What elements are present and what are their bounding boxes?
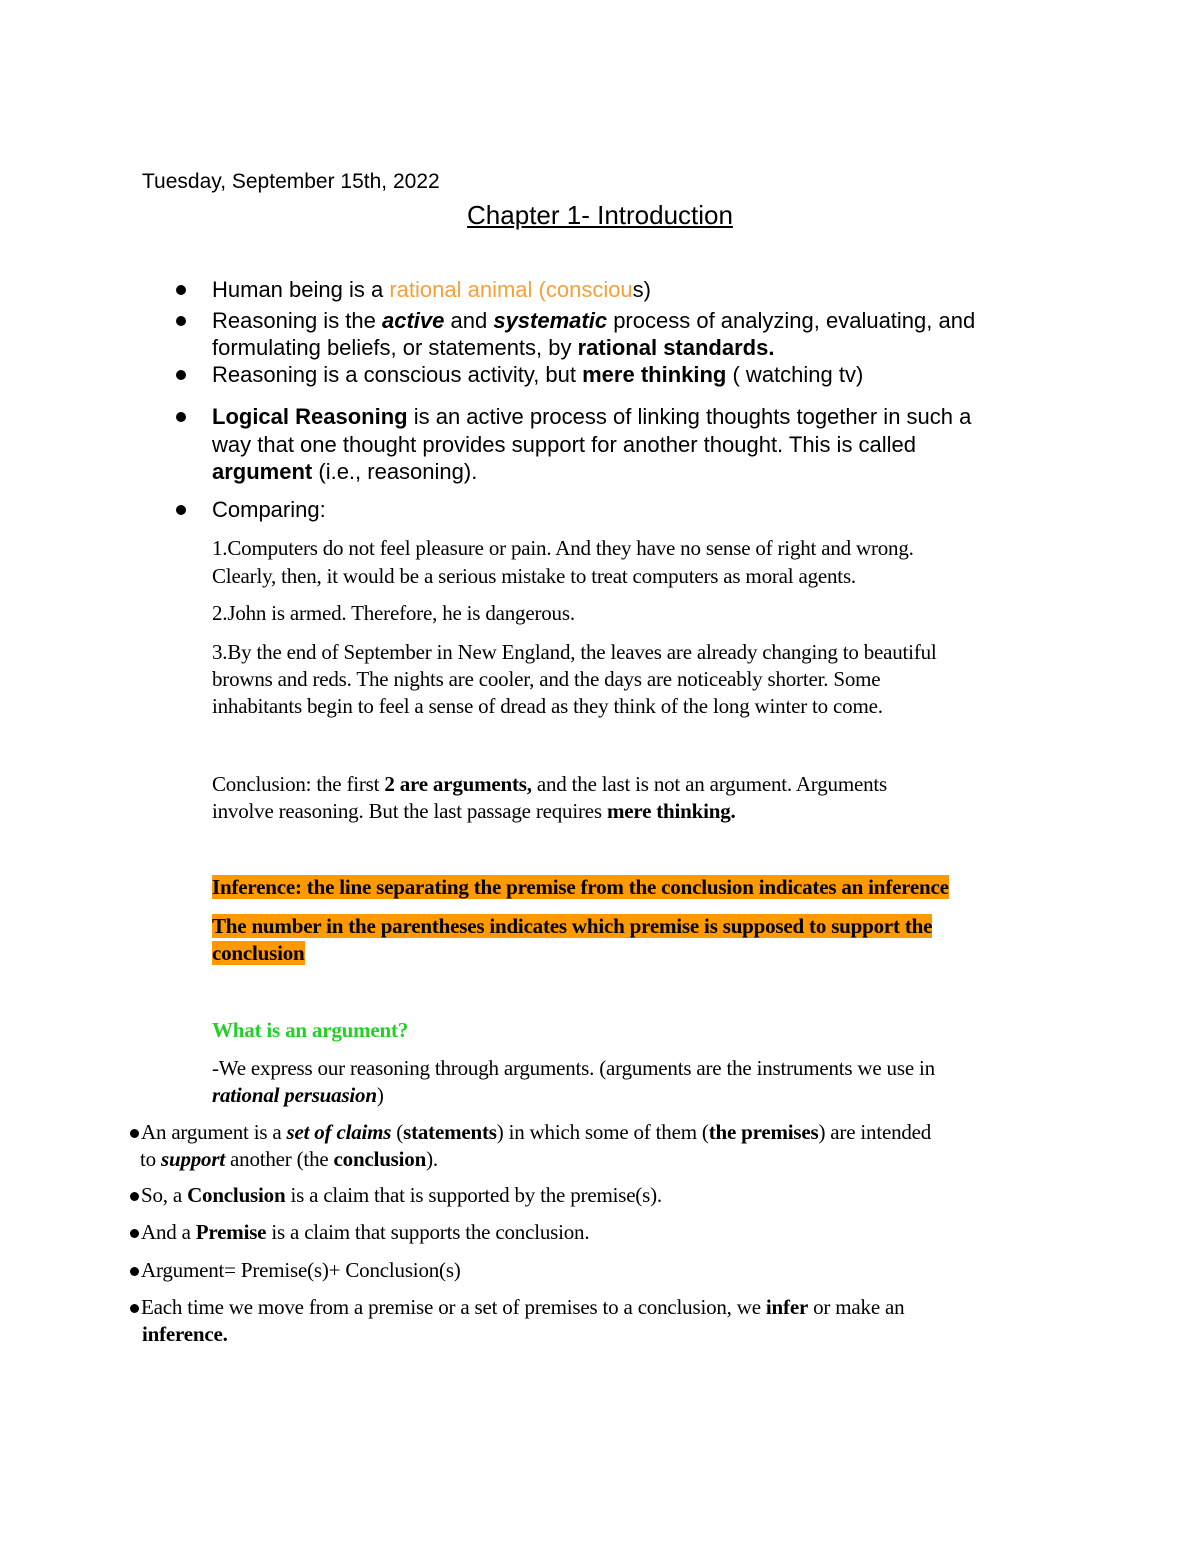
text: and xyxy=(444,308,494,333)
argument-item-1-line2 xyxy=(140,1146,438,1173)
argument-item-3 xyxy=(130,1219,589,1246)
bullet-icon xyxy=(130,1304,139,1313)
text: is a claim that supports the conclusion. xyxy=(266,1220,590,1244)
example-3-line2: browns and reds. The nights are cooler, and the days are noticeably shorter. Some xyxy=(212,667,881,691)
date-line: Tuesday, September 15th, 2022 xyxy=(142,170,440,193)
conclusion-line2 xyxy=(212,798,736,825)
bold-text: inference. xyxy=(142,1322,228,1346)
text: process of analyzing, evaluating, and xyxy=(607,308,976,333)
premise-number-highlight-line2 xyxy=(212,940,305,967)
bold-text: mere thinking xyxy=(582,362,727,387)
text: Argument= Premise(s)+ Conclusion(s) xyxy=(141,1258,461,1282)
bold-text: Premise xyxy=(195,1220,267,1244)
conclusion-line1 xyxy=(212,771,887,798)
argument-intro-line1: -We express our reasoning through arguments. (arguments are the instruments we use in xyxy=(212,1056,935,1080)
bullet-icon xyxy=(176,316,186,326)
example-1-line1: 1.Computers do not feel pleasure or pain. And they have no sense of right and wrong. xyxy=(212,536,914,560)
bullet-item-comparing: Comparing: xyxy=(212,497,326,522)
argument-item-5-line2 xyxy=(142,1321,228,1348)
bold-text: mere thinking. xyxy=(606,799,736,823)
page-title: Chapter 1- Introduction xyxy=(467,200,733,230)
text: Conclusion: the first xyxy=(212,772,385,796)
text: (i.e., reasoning). xyxy=(312,459,478,484)
bold-text: conclusion xyxy=(333,1147,427,1171)
text: ) in which some of them ( xyxy=(496,1120,709,1144)
bullet-icon xyxy=(130,1129,139,1138)
bullet-item-logical-reasoning-line3 xyxy=(212,458,477,485)
text: formulating beliefs, or statements, by xyxy=(212,335,578,360)
example-2: 2.John is armed. Therefore, he is dangerous. xyxy=(212,601,575,625)
bullet-item-logical-reasoning-line1 xyxy=(212,403,971,430)
bullet-item-conscious-activity xyxy=(212,361,863,388)
text: or make an xyxy=(808,1295,905,1319)
bold-text: Logical Reasoning xyxy=(212,404,408,429)
bullet-item-reasoning-line2 xyxy=(212,334,774,361)
text: s) xyxy=(632,277,651,302)
example-3-line3: inhabitants begin to feel a sense of dread as they think of the long winter to come. xyxy=(212,694,883,718)
text: Human being is a xyxy=(212,277,390,302)
text: another (the xyxy=(224,1147,334,1171)
text: ) xyxy=(376,1083,384,1107)
argument-item-2 xyxy=(130,1182,662,1209)
bullet-icon xyxy=(130,1267,139,1276)
bullet-icon xyxy=(176,285,186,295)
bold-text: rational standards. xyxy=(577,335,775,360)
text: ). xyxy=(426,1147,438,1171)
orange-text: rational animal (consciou xyxy=(389,277,633,302)
text: ) are intended xyxy=(818,1120,932,1144)
text: involve reasoning. But the last passage requires xyxy=(212,799,607,823)
argument-intro-line2 xyxy=(212,1082,384,1109)
bold-text: infer xyxy=(765,1295,809,1319)
text: And a xyxy=(141,1220,196,1244)
bold-text: statements xyxy=(403,1120,497,1144)
bullet-icon xyxy=(130,1192,139,1201)
bold-text: the premises xyxy=(708,1120,819,1144)
text: to xyxy=(140,1147,161,1171)
bullet-item-reasoning-line1 xyxy=(212,307,975,334)
text: ( watching tv) xyxy=(726,362,864,387)
section-heading: What is an argument? xyxy=(212,1018,409,1042)
argument-item-5-line1 xyxy=(130,1294,904,1321)
bullet-icon xyxy=(176,370,186,380)
highlighted-text: conclusion xyxy=(212,941,305,965)
bold-text: Conclusion xyxy=(187,1183,286,1207)
text: An argument is a xyxy=(141,1120,287,1144)
example-1-line2: Clearly, then, it would be a serious mistake to treat computers as moral agents. xyxy=(212,564,856,588)
emphasis-text: systematic xyxy=(493,308,608,333)
highlighted-text: Inference: the line separating the premise from the conclusion indicates an inference xyxy=(212,875,949,899)
bullet-item-logical-reasoning-line2: way that one thought provides support for another thought. This is called xyxy=(212,432,917,457)
text: Reasoning is the xyxy=(212,308,382,333)
bullet-icon xyxy=(176,412,186,422)
bold-text: argument xyxy=(212,459,313,484)
emphasis-text: set of claims xyxy=(286,1120,392,1144)
text: is a claim that is supported by the premise(s). xyxy=(285,1183,662,1207)
bullet-icon xyxy=(130,1229,139,1238)
argument-item-1-line1 xyxy=(130,1119,931,1146)
text: is an active process of linking thoughts together in such a xyxy=(407,404,972,429)
text: So, a xyxy=(141,1183,188,1207)
bullet-item-rational-animal xyxy=(212,276,651,303)
inference-highlight xyxy=(212,874,949,901)
highlighted-text: The number in the parentheses indicates which premise is supposed to support the xyxy=(212,914,933,938)
emphasis-text: rational persuasion xyxy=(212,1083,377,1107)
emphasis-text: active xyxy=(382,308,445,333)
text: Each time we move from a premise or a set of premises to a conclusion, we xyxy=(141,1295,766,1319)
bullet-icon xyxy=(176,505,186,515)
premise-number-highlight-line1 xyxy=(212,913,932,940)
emphasis-text: support xyxy=(161,1147,225,1171)
text: Reasoning is a conscious activity, but xyxy=(212,362,583,387)
example-3-line1: 3.By the end of September in New England, the leaves are already changing to beautiful xyxy=(212,640,937,664)
argument-item-4 xyxy=(130,1257,461,1284)
bold-text: 2 are arguments, xyxy=(384,772,532,796)
text: and the last is not an argument. Arguments xyxy=(531,772,887,796)
text: ( xyxy=(391,1120,404,1144)
